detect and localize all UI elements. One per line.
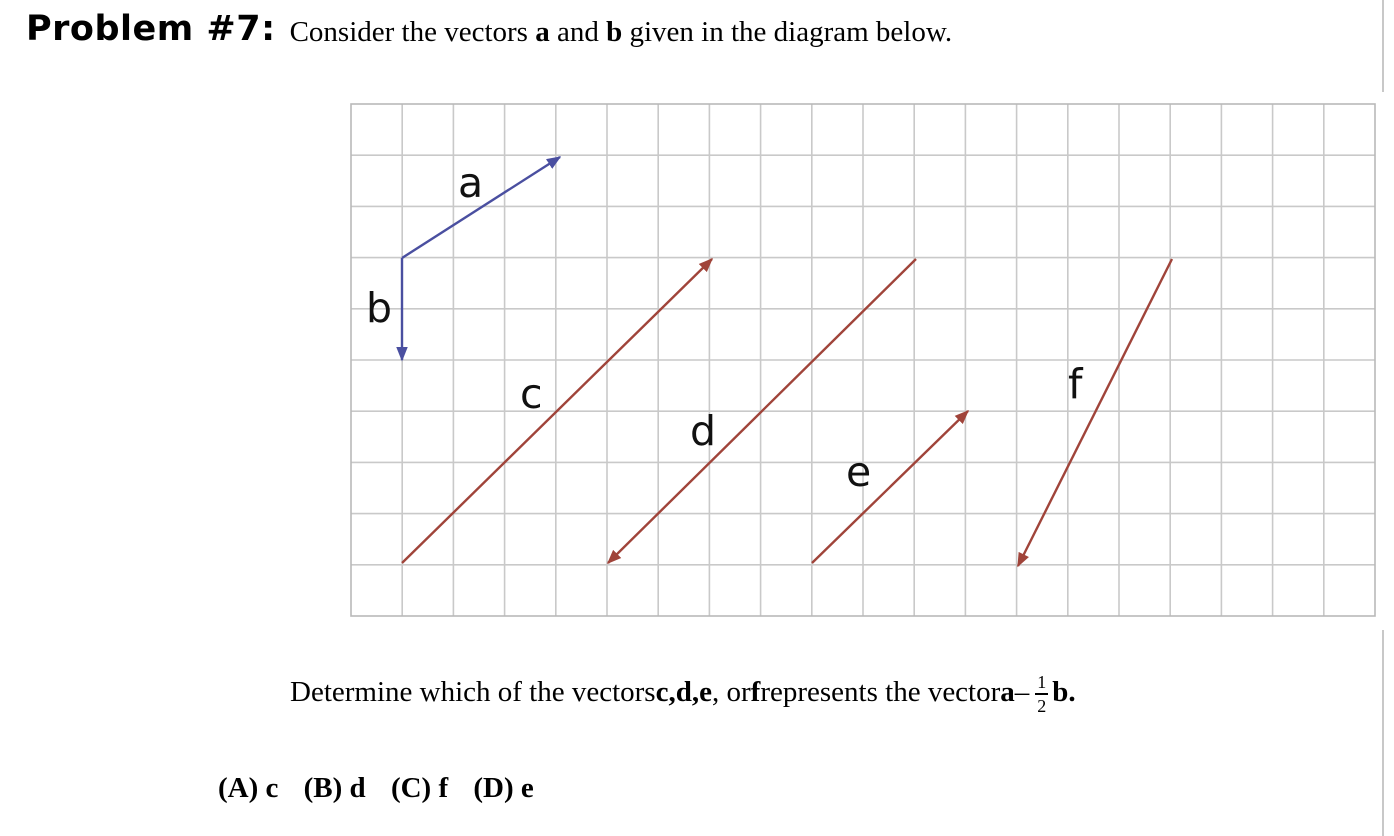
question-vector-c: c — [655, 676, 669, 709]
vector-c-label: c — [520, 370, 543, 418]
problem-number: Problem #7: — [26, 9, 276, 49]
question-part: Determine which of the vectors — [290, 676, 656, 709]
question-text — [290, 672, 1076, 714]
one-half-fraction — [1035, 673, 1048, 715]
question-vector-e: e — [699, 676, 712, 709]
question-part: represents the vector — [760, 676, 1001, 709]
vector-b-label: b — [366, 284, 393, 332]
question-period: . — [1068, 676, 1076, 709]
question-minus: – — [1014, 676, 1030, 709]
vector-d-label: d — [690, 407, 717, 455]
vector-e-label: e — [846, 448, 872, 496]
vector-e-arrow — [812, 411, 968, 563]
vector-a-label: a — [458, 159, 484, 207]
statement-part: Consider the vectors — [289, 16, 536, 48]
fraction-numerator: 1 — [1037, 672, 1047, 692]
answer-choices — [218, 772, 552, 805]
statement-vector-a: a — [535, 16, 550, 48]
vector-f-arrow — [1018, 259, 1172, 566]
question-separator: , — [668, 676, 676, 709]
fraction-bar — [1035, 693, 1048, 695]
choice-d[interactable]: (D) e — [473, 772, 534, 804]
statement-part: given in the diagram below. — [622, 16, 953, 48]
grid — [351, 104, 1375, 616]
question-vector-a: a — [1000, 676, 1015, 709]
choice-a[interactable]: (A) c — [218, 772, 279, 804]
question-separator: , — [691, 676, 700, 709]
vector-f-label: f — [1068, 360, 1083, 408]
fraction-denominator: 2 — [1037, 695, 1047, 716]
statement-vector-b: b — [606, 16, 623, 48]
question-vector-f: f — [750, 676, 761, 709]
choice-c[interactable]: (C) f — [390, 772, 449, 804]
question-vector-d: d — [675, 676, 692, 709]
statement-part: and — [549, 16, 607, 48]
choice-b[interactable]: (B) d — [303, 772, 366, 804]
question-part: , or — [711, 676, 751, 709]
question-vector-b: b — [1052, 676, 1069, 709]
